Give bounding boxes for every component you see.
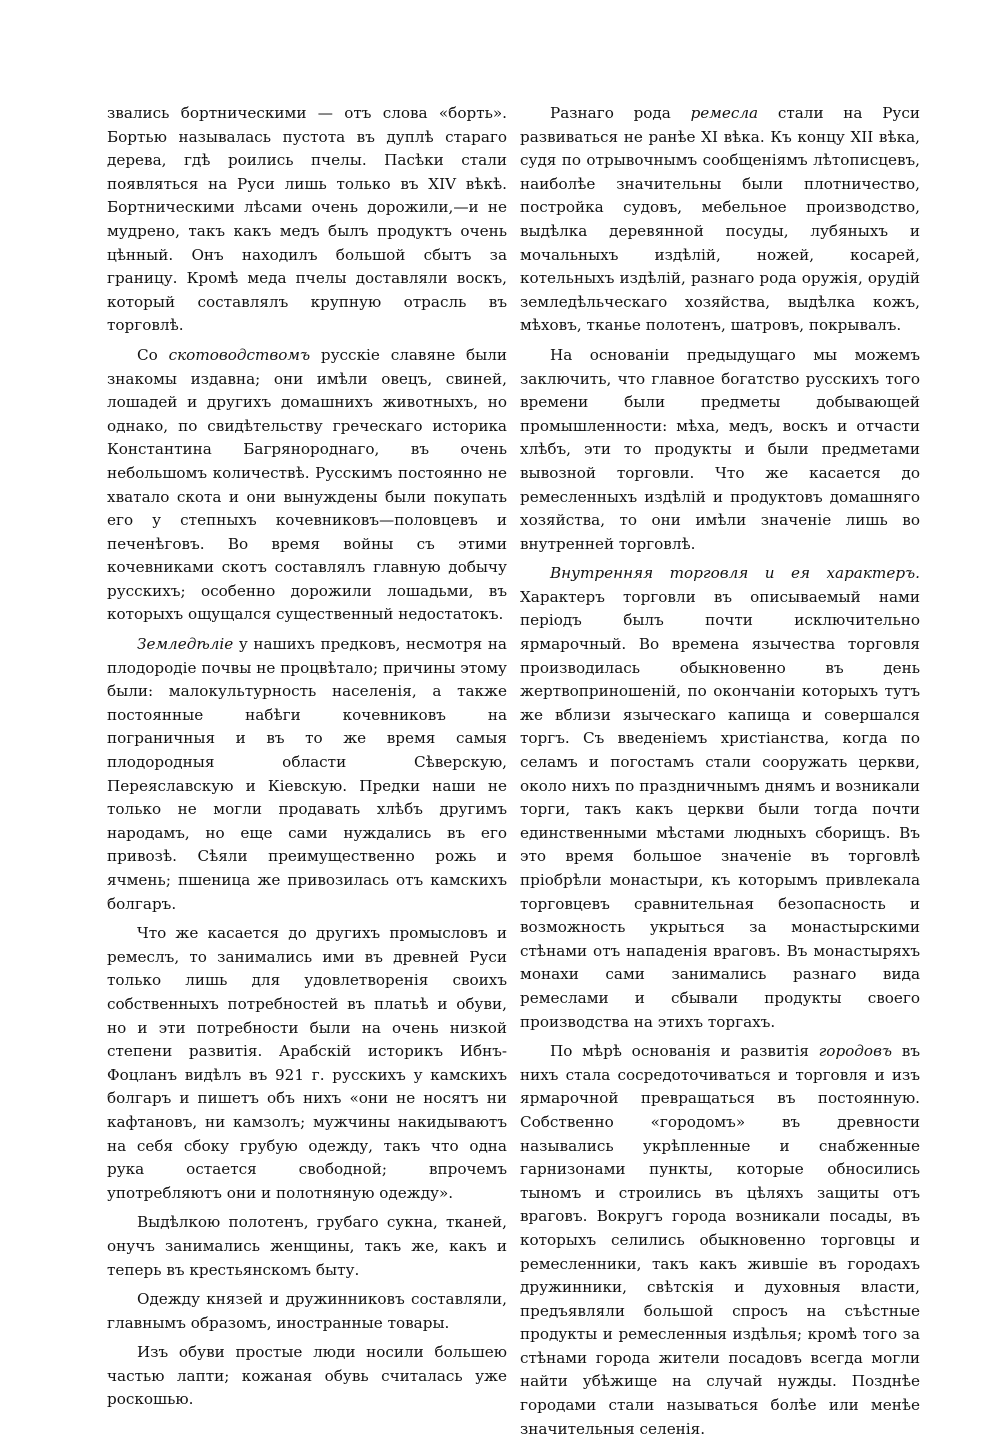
paragraph-text: въ нихъ стала сосредоточиваться и торговля и изъ ярмарочной превращаться въ постоянную. Собственно «городомъ» въ древности назывались укрѣпленные и снабженные гарнизонами пункты, которые обносились тыномъ и строились въ цѣляхъ защиты отъ враговъ. Вокругъ города возникали посады, въ которыхъ селились обыкновенно торговцы и ремесленники, такъ какъ жившіе въ городахъ дружинники, свѣтскія и духовныя власти, предъявляли большой спросъ на съѣстные продукты и ремесленныя издѣлья; кромѣ того за стѣнами города жители посадовъ всегда могли найти убѣжище на случай нужды. Позднѣе городами стали называться болѣе или менѣе значительныя селенія. xyxy=(520,1042,920,1438)
emphasized-term: Внутренняя торговля и ея характеръ. xyxy=(550,564,920,583)
left-paragraph xyxy=(107,1341,507,1412)
right-paragraph xyxy=(520,102,920,338)
paragraph-text: Со xyxy=(137,345,169,364)
left-paragraph xyxy=(107,344,507,627)
left-paragraph xyxy=(107,922,507,1205)
paragraph-text: Одежду князей и дружинниковъ составляли, главнымъ образомъ, иностранные товары. xyxy=(107,1290,507,1332)
left-paragraph xyxy=(107,1211,507,1282)
left-paragraph xyxy=(107,633,507,916)
paragraph-text: Разнаго рода xyxy=(550,104,691,122)
emphasized-term: Земледѣліе xyxy=(137,635,234,654)
right-paragraph xyxy=(520,1040,920,1441)
left-text-column xyxy=(107,102,507,1418)
emphasized-term: ремесла xyxy=(690,104,759,122)
paragraph-text: у нашихъ предковъ, несмотря на плодородіе почвы не процвѣтало; причины этому были: малокультурность населенія, а также постоянные набѣги кочевниковъ на пограничныя и въ то же время самыя плодородныя области Сѣверскую, Переяславскую и Кіевскую. Предки наши не только не могли продавать хлѣбъ другимъ народамъ, но еще сами нуждались въ его привозѣ. Сѣяли преимущественно рожь и ячмень; пшеница же привозилась отъ камскихъ болгаръ. xyxy=(107,635,507,913)
paragraph-text: Характеръ торговли въ описываемый нами періодъ былъ почти исключительно ярмарочный. Во времена язычества торговля производилась обыкновенно въ день жертвоприношеній, по окончаніи которыхъ тутъ же вблизи языческаго капища и совершался торгъ. Съ введеніемъ христіанства, когда по селамъ и погостамъ стали сооружать церкви, около нихъ по праздничнымъ днямъ и возникали торги, такъ какъ церкви были тогда почти единственными мѣстами людныхъ сборищъ. Въ это время большое значеніе въ торговлѣ пріобрѣли монастыри, къ которымъ привлекала торговцевъ сравнительная безопасность и возможность укрыться за монастырскими стѣнами отъ нападенія враговъ. Въ монастыряхъ монахи сами занимались разнаго вида ремеслами и сбывали продукты своего производства на этихъ торгахъ. xyxy=(520,587,920,1031)
paragraph-text: русскіе славяне были знакомы издавна; они имѣли овецъ, свиней, лошадей и другихъ домашнихъ животныхъ, но однако, по свидѣтельству греческаго историка Константина Багрянороднаго, въ очень небольшомъ количествѣ. Русскимъ постоянно не хватало скота и они вынуждены были покупать его у степныхъ кочевниковъ—половцевъ и печенѣговъ. Во время войны съ этими кочевниками скотъ составлялъ главную добычу русскихъ; особенно дорожили лошадьми, въ которыхъ ощущался существенный недостатокъ. xyxy=(107,345,507,624)
paragraph-text: Что же касается до другихъ промысловъ и ремеслъ, то занимались ими въ древней Руси только лишь для удовлетворенія своихъ собственныхъ потребностей въ платьѣ и обуви, но и эти потребности были на очень низкой степени развитія. Арабскій историкъ Ибнъ-Фоцланъ видѣлъ въ 921 г. русскихъ у камскихъ болгаръ и пишетъ объ нихъ «они не носятъ ни кафтановъ, ни камзолъ; мужчины накидываютъ на себя сбоку грубую одежду, такъ что одна рука остается свободной; впрочемъ употребляютъ они и полотняную одежду». xyxy=(107,924,507,1202)
left-paragraph xyxy=(107,1288,507,1335)
right-text-column xyxy=(520,102,920,1447)
paragraph-text: На основаніи предыдущаго мы можемъ заключить, что главное богатство русскихъ того времени были предметы добывающей промышленности: мѣха, медъ, воскъ и отчасти хлѣбъ, эти то продукты и были предметами вывозной торговли. Что же касается до ремесленныхъ издѣлій и продуктовъ домашняго хозяйства, то они имѣли значеніе лишь во внутренней торговлѣ. xyxy=(520,345,920,553)
paragraph-text: стали на Руси развиваться не ранѣе XI вѣка. Къ концу XII вѣка, судя по отрывочнымъ сообщеніямъ лѣтописцевъ, наиболѣе значительны были плотничество, постройка судовъ, мебельное производство, выдѣлка деревянной посуды, лубяныхъ и мочальныхъ издѣлій, ножей, косарей, котельныхъ издѣлій, разнаго рода оружія, орудій земледѣльческаго хозяйства, выдѣлка кожъ, мѣховъ, тканье полотенъ, шатровъ, покрывалъ. xyxy=(520,104,920,335)
emphasized-term: скотоводствомъ xyxy=(168,345,311,364)
paragraph-text: Выдѣлкою полотенъ, грубаго сукна, тканей, онучъ занимались женщины, такъ же, какъ и теперь въ крестьянскомъ быту. xyxy=(107,1213,507,1279)
right-paragraph xyxy=(520,562,920,1034)
right-paragraph xyxy=(520,344,920,556)
paragraph-text: По мѣрѣ основанія и развитія xyxy=(550,1042,819,1061)
left-paragraph xyxy=(107,102,507,338)
paragraph-text: Изъ обуви простые люди носили большею частью лапти; кожаная обувь считалась уже роскошью. xyxy=(107,1343,507,1409)
paragraph-text: звались бортническими — отъ слова «борть». Бортью называлась пустота въ дуплѣ стараго дерева, гдѣ роились пчелы. Пасѣки стали появляться на Руси лишь только въ XIV вѣкѣ. Бортническими лѣсами очень дорожили,—и не мудрено, такъ какъ медъ былъ продуктъ очень цѣнный. Онъ находилъ большой сбытъ за границу. Кромѣ меда пчелы доставляли воскъ, который составлялъ крупную отрасль въ торговлѣ. xyxy=(107,104,507,335)
emphasized-term: городовъ xyxy=(818,1042,893,1061)
